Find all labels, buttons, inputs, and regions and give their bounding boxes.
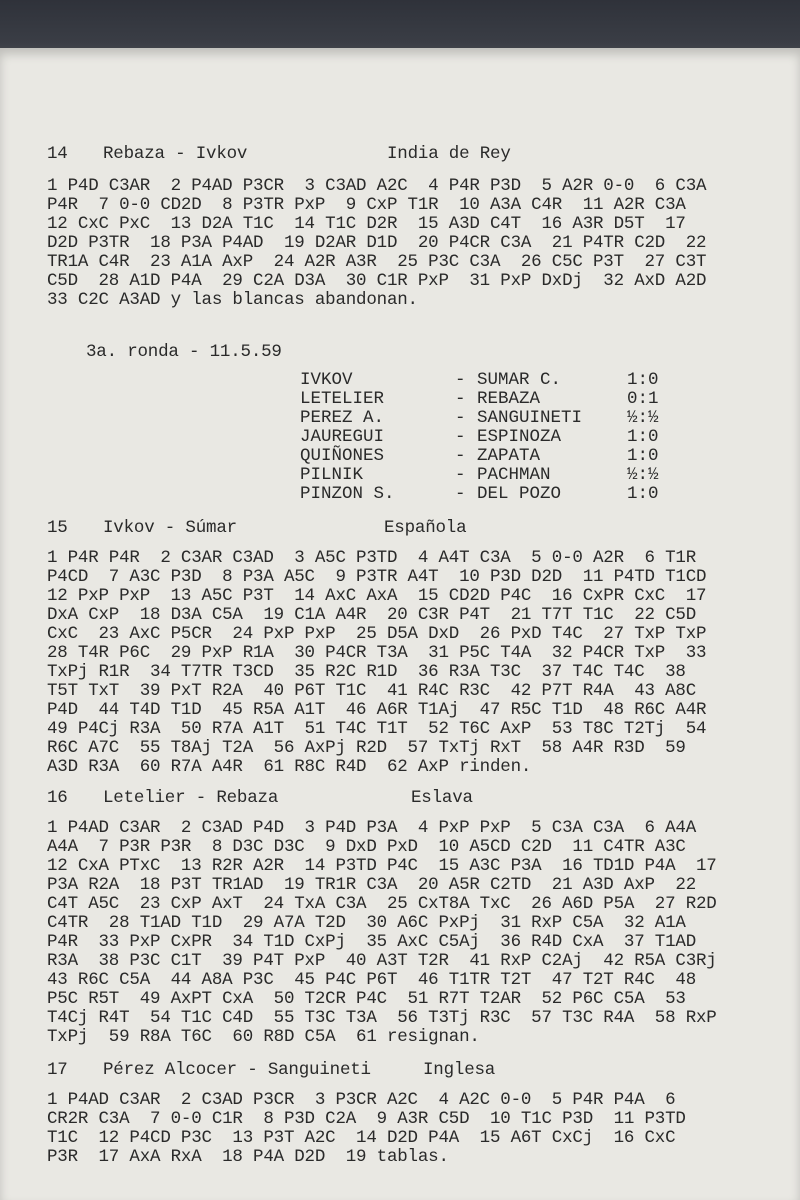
move-line: 33 C2C A3AD y las blancas abandonan. — [47, 290, 418, 310]
pairing-white: JAUREGUI — [300, 427, 385, 447]
pairing-black: PACHMAN — [477, 465, 551, 485]
move-line: TR1A C4R 23 A1A AxP 24 A2R A3R 25 P3C C3A 26 C5C P3T 27 C3T — [47, 252, 707, 272]
pairing-dash: - — [455, 465, 466, 485]
move-line: P4CD 7 A3C P3D 8 P3A A5C 9 P3TR A4T 10 P3D D2D 11 P4TD T1CD — [47, 567, 707, 587]
move-line: TxPj 59 R8A T6C 60 R8D C5A 61 resignan. — [47, 1027, 480, 1047]
game-players: Pérez Alcocer - Sanguineti — [103, 1060, 371, 1080]
move-line: D2D P3TR 18 P3A P4AD 19 D2AR D1D 20 P4CR C3A 21 P4TR C2D 22 — [47, 233, 707, 253]
pairing-dash: - — [455, 370, 466, 390]
game-header — [47, 788, 473, 809]
pairing-result: 1:0 — [627, 446, 659, 466]
pairing-dash: - — [455, 484, 466, 504]
game-number: 15 — [47, 518, 68, 538]
pairing-black: SANGUINETI — [477, 408, 583, 428]
move-line: P4R 33 PxP CxPR 34 T1D CxPj 35 AxC C5Aj 36 R4D CxA 37 T1AD — [47, 932, 697, 952]
game-number: 17 — [47, 1060, 68, 1080]
game-opening: Eslava — [411, 788, 473, 808]
pairing-black: DEL POZO — [477, 484, 562, 504]
pairing-white: QUIÑONES — [300, 446, 385, 466]
pairing-result: 1:0 — [627, 427, 659, 447]
move-line: P5C R5T 49 AxPT CxA 50 T2CR P4C 51 R7T T2AR 52 P6C C5A 53 — [47, 989, 686, 1009]
game-opening: India de Rey — [387, 144, 511, 164]
pairing-dash: - — [455, 408, 466, 428]
move-line: P3A R2A 18 P3T TR1AD 19 TR1R C3A 20 A5R C2TD 21 A3D AxP 22 — [47, 875, 697, 895]
pairing-result: ½:½ — [627, 408, 659, 428]
move-line: P4R 7 0-0 CD2D 8 P3TR PxP 9 CxP T1R 10 A3A C4R 11 A2R C3A — [47, 195, 686, 215]
pairing-white: LETELIER — [300, 389, 385, 409]
move-line: C4T A5C 23 CxP AxT 24 TxA C3A 25 CxT8A TxC 26 A6D P5A 27 R2D — [47, 894, 717, 914]
move-line: 28 T4R P6C 29 PxP R1A 30 P4CR T3A 31 P5C T4A 32 P4CR TxP 33 — [47, 643, 707, 663]
pairing-white: IVKOV — [300, 370, 353, 390]
pairing-black: ESPINOZA — [477, 427, 562, 447]
game-players: Ivkov - Súmar — [103, 518, 237, 538]
move-line: A3D R3A 60 R7A A4R 61 R8C R4D 62 AxP rinden. — [47, 757, 532, 777]
move-line: DxA CxP 18 D3A C5A 19 C1A A4R 20 C3R P4T 21 T7T T1C 22 C5D — [47, 605, 697, 625]
game-opening: Española — [384, 518, 467, 538]
document-page — [0, 48, 800, 1200]
round-title: 3a. ronda - 11.5.59 — [86, 342, 282, 362]
move-line: CxC 23 AxC P5CR 24 PxP PxP 25 D5A DxD 26 PxD T4C 27 TxP TxP — [47, 624, 707, 644]
game-number: 16 — [47, 788, 68, 808]
move-line: P4D 44 T4D T1D 45 R5A A1T 46 A6R T1Aj 47 R5C T1D 48 R6C A4R — [47, 700, 707, 720]
pairing-result: 0:1 — [627, 389, 659, 409]
move-line: 12 CxA PTxC 13 R2R A2R 14 P3TD P4C 15 A3C P3A 16 TD1D P4A 17 — [47, 856, 717, 876]
game-header — [47, 1060, 496, 1081]
move-line: A4A 7 P3R P3R 8 D3C D3C 9 DxD PxD 10 A5CD C2D 11 C4TR A3C — [47, 837, 686, 857]
move-line: CR2R C3A 7 0-0 C1R 8 P3D C2A 9 A3R C5D 10 T1C P3D 11 P3TD — [47, 1109, 686, 1129]
move-line: C4TR 28 T1AD T1D 29 A7A T2D 30 A6C PxPj 31 RxP C5A 32 A1A — [47, 913, 686, 933]
move-line: 1 P4AD C3AR 2 C3AD P4D 3 P4D P3A 4 PxP PxP 5 C3A C3A 6 A4A — [47, 818, 697, 838]
pairing-result: 1:0 — [627, 484, 659, 504]
move-line: R6C A7C 55 T8Aj T2A 56 AxPj R2D 57 TxTj RxT 58 A4R R3D 59 — [47, 738, 686, 758]
pairing-black: REBAZA — [477, 389, 541, 409]
move-line: T1C 12 P4CD P3C 13 P3T A2C 14 D2D P4A 15 A6T CxCj 16 CxC — [47, 1128, 676, 1148]
pairing-black: SUMAR C. — [477, 370, 562, 390]
move-line: 43 R6C C5A 44 A8A P3C 45 P4C P6T 46 T1TR T2T 47 T2T R4C 48 — [47, 970, 697, 990]
pairing-result: 1:0 — [627, 370, 659, 390]
move-line: 1 P4AD C3AR 2 C3AD P3CR 3 P3CR A2C 4 A2C 0-0 5 P4R P4A 6 — [47, 1090, 676, 1110]
move-line: P3R 17 AxA RxA 18 P4A D2D 19 tablas. — [47, 1147, 449, 1167]
game-number: 14 — [47, 144, 68, 164]
game-header — [47, 518, 467, 539]
pairing-dash: - — [455, 427, 466, 447]
pairing-white: PEREZ A. — [300, 408, 385, 428]
move-line: 12 CxC PxC 13 D2A T1C 14 T1C D2R 15 A3D C4T 16 A3R D5T 17 — [47, 214, 686, 234]
move-line: TxPj R1R 34 T7TR T3CD 35 R2C R1D 36 R3A T3C 37 T4C T4C 38 — [47, 662, 686, 682]
pairing-result: ½:½ — [627, 465, 659, 485]
move-line: 1 P4D C3AR 2 P4AD P3CR 3 C3AD A2C 4 P4R P3D 5 A2R 0-0 6 C3A — [47, 176, 707, 196]
game-players: Rebaza - Ivkov — [103, 144, 248, 164]
pairing-dash: - — [455, 446, 466, 466]
pairing-black: ZAPATA — [477, 446, 541, 466]
move-line: R3A 38 P3C C1T 39 P4T PxP 40 A3T T2R 41 RxP C2Aj 42 R5A C3Rj — [47, 951, 717, 971]
game-opening: Inglesa — [423, 1060, 496, 1080]
move-line: C5D 28 A1D P4A 29 C2A D3A 30 C1R PxP 31 PxP DxDj 32 AxD A2D — [47, 271, 707, 291]
move-line: T5T TxT 39 PxT R2A 40 P6T T1C 41 R4C R3C 42 P7T R4A 43 A8C — [47, 681, 697, 701]
move-line: 12 PxP PxP 13 A5C P3T 14 AxC AxA 15 CD2D P4C 16 CxPR CxC 17 — [47, 586, 707, 606]
pairing-white: PINZON S. — [300, 484, 395, 504]
move-line: T4Cj R4T 54 T1C C4D 55 T3C T3A 56 T3Tj R3C 57 T3C R4A 58 RxP — [47, 1008, 717, 1028]
move-line: 1 P4R P4R 2 C3AR C3AD 3 A5C P3TD 4 A4T C3A 5 0-0 A2R 6 T1R — [47, 548, 697, 568]
pairing-dash: - — [455, 389, 466, 409]
move-line: 49 P4Cj R3A 50 R7A A1T 51 T4C T1T 52 T6C AxP 53 T8C T2Tj 54 — [47, 719, 707, 739]
game-header — [47, 144, 511, 165]
pairing-white: PILNIK — [300, 465, 364, 485]
game-players: Letelier - Rebaza — [103, 788, 279, 808]
